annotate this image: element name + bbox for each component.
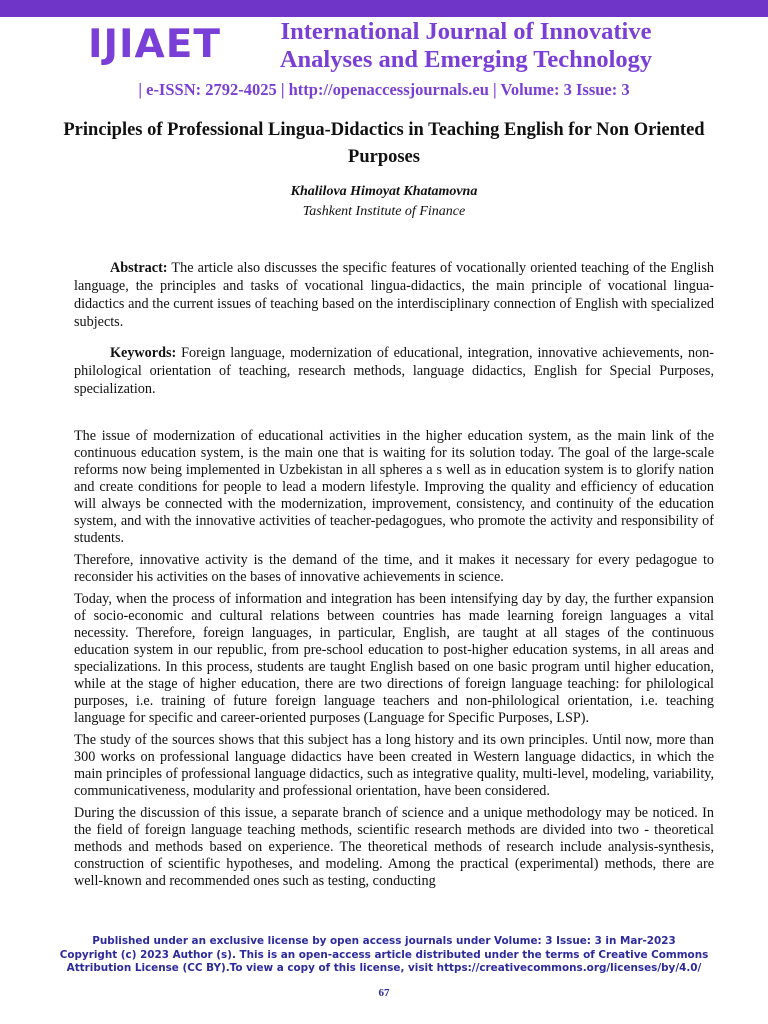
page-number: 67 xyxy=(378,987,390,999)
top-accent-bar xyxy=(0,0,768,17)
abstract-label: Abstract: xyxy=(110,260,168,276)
body-paragraph: During the discussion of this issue, a separate branch of science and a unique methodology may be noticed. In the field of foreign language teaching methods, scientific research methods are divided into two - theoretical methods and methods based on experience. The theoretical methods of research include analysis-synthesis, construction of scientific hypotheses, and modeling. Among the practical (experimental) methods, there are well-known and recommended ones such as testing, conducting xyxy=(74,805,714,889)
license-footer xyxy=(40,935,728,976)
abstract-text: The article also discusses the specific features of vocationally oriented teaching of the English language, the principles and tasks of vocational lingua-didactics, the main principle of vocational lingua-didactics and the current issues of teaching based on the interdisciplinary connection of English with specialized subjects. xyxy=(74,260,714,330)
abstract xyxy=(74,259,714,331)
footer-copyright-line: Copyright (c) 2023 Author (s). This is an open-access article distributed under the terms of Creative Commons Attribution License (CC BY).To view a copy of this license, visit https://creativecommons.org/licenses/by/4.0/ xyxy=(59,948,709,974)
journal-title: International Journal of Innovative Analyses and Emerging Technology xyxy=(279,18,653,73)
issn-volume-line: | e-ISSN: 2792-4025 | http://openaccessjournals.eu | Volume: 3 Issue: 3 xyxy=(138,80,630,99)
journal-logo: IJIAET xyxy=(88,22,221,67)
body-paragraph: Therefore, innovative activity is the demand of the time, and it makes it necessary for every pedagogue to reconsider his activities on the bases of innovative achievements in science. xyxy=(74,552,714,585)
keywords-label: Keywords: xyxy=(110,345,177,361)
body-paragraph: The issue of modernization of educational activities in the higher education system, as the main link of the continuous education system, is the main one that is waiting for its solution today. The goal of the large-scale reforms now being implemented in Uzbekistan in all spheres a s well as in education system is to glorify nation and create conditions for people to lead a modern lifestyle. Improving the quality and efficiency of education will always be connected with the modernization, improvement, consistency, and continuity of the education system, and with the innovative activities of teacher-pedagogues, who promote the activity and responsibility of students. xyxy=(74,428,714,546)
body-paragraph: Today, when the process of information and integration has been intensifying day by day, the further expansion of socio-economic and cultural relations between countries has made learning foreign languages a vital necessity. Therefore, foreign languages, in particular, English, are taught at all stages of the continuous education system in our republic, from pre-school education to post-higher education systems, in all areas and specializations. In this process, students are taught English based on one basic program until higher education, while at the stage of higher education, there are two directions of foreign language teaching: for philological purposes, i.e. training of future foreign language teachers and non-philological orientation, i.e. teaching language for specific and career-oriented purposes (Language for Specific Purposes, LSP). xyxy=(74,591,714,726)
paper-title: Principles of Professional Lingua-Didactics in Teaching English for Non Oriented Purposes xyxy=(63,120,705,167)
keywords-text: Foreign language, modernization of educational, integration, innovative achievements, non-philological orientation of teaching, research methods, language didactics, English for Special Purposes, specialization. xyxy=(74,345,714,397)
author-affiliation: Tashkent Institute of Finance xyxy=(302,204,466,219)
body-paragraph: The study of the sources shows that this subject has a long history and its own principles. Until now, more than 300 works on professional language didactics have been created in Western language didactics, in which the main principles of professional language didactics, such as integrative quality, multi-level, modeling, variability, communicativeness, modularity and professional orientation, have been considered. xyxy=(74,732,714,799)
author-name: Khalilova Himoyat Khatamovna xyxy=(290,184,478,199)
footer-published-line: Published under an exclusive license by open access journals under Volume: 3 Issue: 3 in Mar-2023 xyxy=(92,935,676,947)
keywords xyxy=(74,344,714,398)
article-body xyxy=(74,428,714,895)
